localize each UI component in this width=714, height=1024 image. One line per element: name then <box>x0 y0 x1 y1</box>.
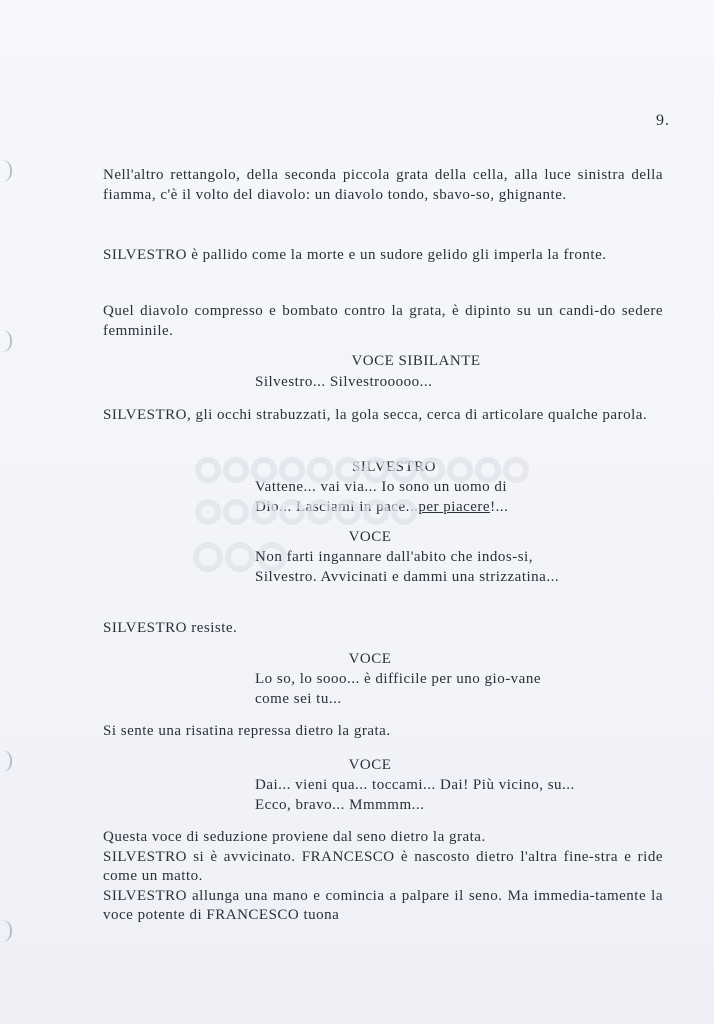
paragraph: SILVESTRO, gli occhi strabuzzati, la gola secca, cerca di articolare qualche parola. <box>103 407 648 423</box>
punch-hole-mark <box>0 160 12 182</box>
dialogue-line: Vattene... vai via... Io sono un uomo di Dio... Lasciami in pace...per piacere!... <box>255 479 509 515</box>
dialogue-line: Dai... vieni qua... toccami... Dai! Più vicino, su... Ecco, bravo... Mmmmm... <box>255 777 575 813</box>
speaker-name: SILVESTRO <box>352 459 436 475</box>
underlined-text: per piacere <box>418 498 491 515</box>
paragraph: Si sente una risatina repressa dietro la grata. <box>103 723 391 739</box>
page-number: 9. <box>656 112 670 129</box>
dialogue-line: Silvestro... Silvestrooooo... <box>255 374 433 390</box>
speaker-name: VOCE <box>348 757 392 773</box>
paragraph: Quel diavolo compresso e bombato contro la grata, è dipinto su un candi-do sedere femminile. <box>103 303 663 339</box>
speaker-name: VOCE <box>348 529 392 545</box>
speaker-name: VOCE SIBILANTE <box>351 353 481 369</box>
paragraph: SILVESTRO resiste. <box>103 620 238 636</box>
dialogue-line: Non farti ingannare dall'abito che indos-si, Silvestro. Avvicinati e dammi una strizzatina... <box>255 549 560 585</box>
punch-hole-mark <box>0 330 12 352</box>
speaker-name: VOCE <box>348 651 392 667</box>
paragraph: Questa voce di seduzione proviene dal seno dietro la grata. SILVESTRO si è avvicinato. FRANCESCO è nascosto dietro l'altra fine-stra e ride come un matto. SILVESTRO allunga una mano e comincia a palpare il seno. Ma immedia-tamente la voce potente di FRANCESCO tuona <box>103 829 663 923</box>
paragraph: Nell'altro rettangolo, della seconda piccola grata della cella, alla luce sinistra della fiamma, c'è il volto del diavolo: un diavolo tondo, sbavo-so, ghignante. <box>103 167 663 203</box>
paragraph: SILVESTRO è pallido come la morte e un sudore gelido gli imperla la fronte. <box>103 247 607 263</box>
dialogue-line: Lo so, lo sooo... è difficile per uno gio-vane come sei tu... <box>255 671 541 707</box>
punch-hole-mark <box>0 750 12 772</box>
punch-hole-mark <box>0 920 12 942</box>
